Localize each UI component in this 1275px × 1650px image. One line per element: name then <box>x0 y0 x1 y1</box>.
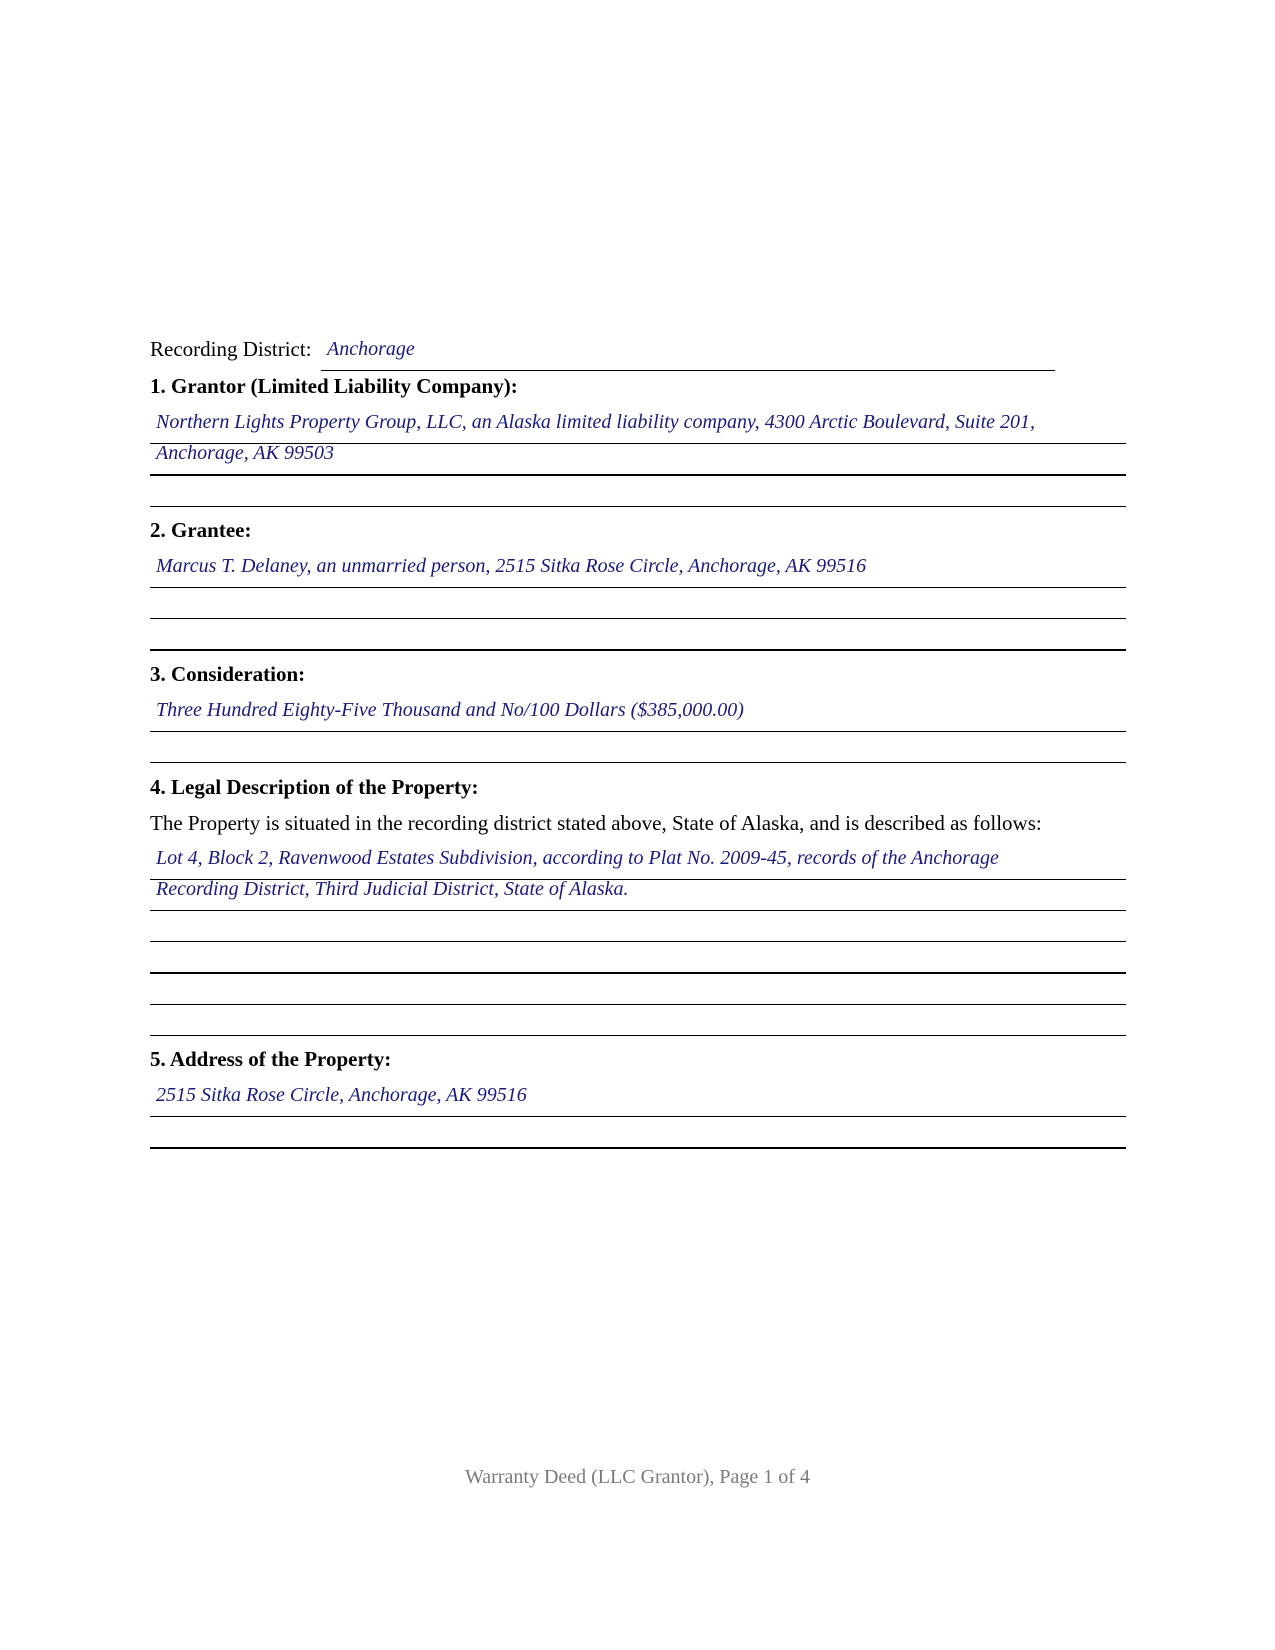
legal-description-rule-2 <box>150 910 1126 911</box>
grantee-rule-1 <box>150 587 1126 588</box>
grantor-rule-2 <box>150 474 1126 476</box>
consideration-line-1[interactable]: Three Hundred Eighty-Five Thousand and No/100 Dollars ($385,000.00) <box>156 699 744 721</box>
consideration-rule-1 <box>150 731 1126 732</box>
recording-district-underline <box>321 370 1055 371</box>
grantor-rule-3 <box>150 506 1126 507</box>
recording-district-label: Recording District: <box>150 337 312 361</box>
legal-description-rule-6 <box>150 1035 1126 1036</box>
legal-description-intro: The Property is situated in the recording district stated above, State of Alaska, and is described as follows: <box>150 811 1042 835</box>
page-footer: Warranty Deed (LLC Grantor), Page 1 of 4 <box>465 1466 810 1488</box>
legal-description-rule-3 <box>150 941 1126 942</box>
grantee-rule-2 <box>150 618 1126 619</box>
legal-description-rule-5 <box>150 1004 1126 1005</box>
deed-page <box>150 0 1126 1650</box>
grantor-line-2[interactable]: Anchorage, AK 99503 <box>156 442 334 464</box>
consideration-heading: 3. Consideration: <box>150 662 306 686</box>
legal-description-line-2[interactable]: Recording District, Third Judicial District, State of Alaska. <box>156 878 629 900</box>
recording-district-value[interactable]: Anchorage <box>327 338 415 360</box>
grantee-heading: 2. Grantee: <box>150 518 252 542</box>
legal-description-rule-4 <box>150 972 1126 974</box>
grantee-line-1[interactable]: Marcus T. Delaney, an unmarried person, 2515 Sitka Rose Circle, Anchorage, AK 99516 <box>156 555 867 577</box>
address-rule-1 <box>150 1116 1126 1117</box>
grantor-line-1[interactable]: Northern Lights Property Group, LLC, an Alaska limited liability company, 4300 Arctic Boulevard, Suite 201, <box>156 411 1036 433</box>
grantee-rule-3 <box>150 649 1126 651</box>
consideration-rule-2 <box>150 762 1126 763</box>
grantor-heading: 1. Grantor (Limited Liability Company): <box>150 374 518 398</box>
address-rule-2 <box>150 1147 1126 1149</box>
address-heading: 5. Address of the Property: <box>150 1047 392 1071</box>
address-line-1[interactable]: 2515 Sitka Rose Circle, Anchorage, AK 99516 <box>156 1084 527 1106</box>
legal-description-line-1[interactable]: Lot 4, Block 2, Ravenwood Estates Subdivision, according to Plat No. 2009-45, records of the Anchorage <box>156 847 999 869</box>
legal-description-heading: 4. Legal Description of the Property: <box>150 775 479 799</box>
